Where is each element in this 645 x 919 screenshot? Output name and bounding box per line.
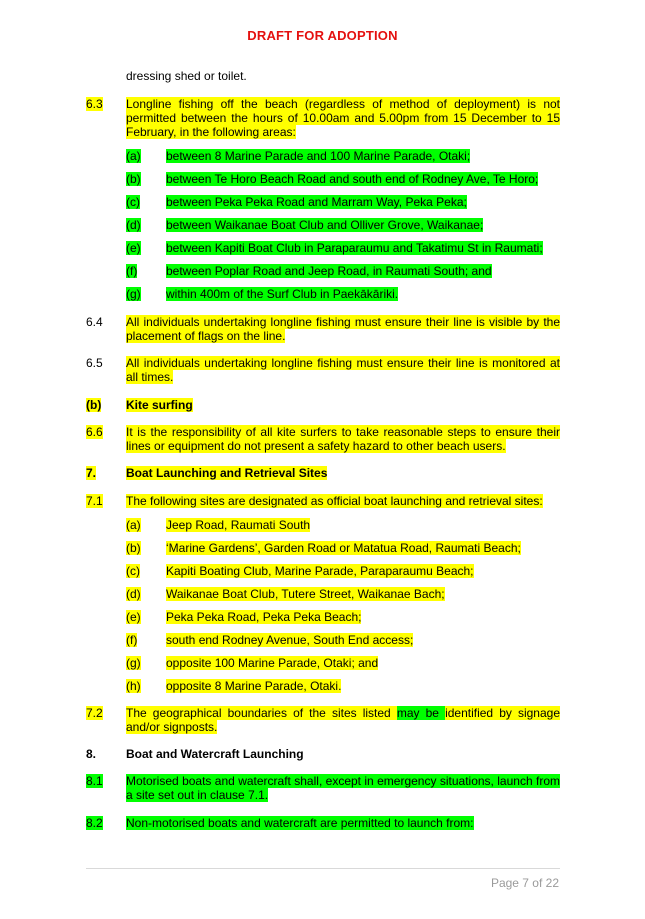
clause-text-part-2: may be bbox=[396, 706, 446, 720]
heading-title: Kite surfing bbox=[126, 398, 193, 412]
item-letter: (e) bbox=[126, 241, 141, 255]
clause-text: Non-motorised boats and watercraft are permitted to launch from: bbox=[126, 816, 474, 830]
clause-text: The following sites are designated as official boat launching and retrieval sites: bbox=[126, 494, 543, 508]
clause-text-part-3: identified by signage and/or signposts. bbox=[126, 706, 561, 734]
clause-text-part-1: The geographical boundaries of the sites listed bbox=[126, 706, 397, 720]
item-text: between Kapiti Boat Club in Paraparaumu and Takatimu St in Raumati; bbox=[166, 241, 543, 255]
heading-number: 7. bbox=[86, 466, 97, 480]
item-text: opposite 100 Marine Parade, Otaki; and bbox=[166, 656, 379, 670]
clause-number: 7.2 bbox=[86, 706, 103, 720]
item-text: south end Rodney Avenue, South End access; bbox=[166, 633, 414, 647]
item-letter: (b) bbox=[126, 172, 141, 186]
clause-number: 6.5 bbox=[86, 356, 103, 370]
item-letter: (a) bbox=[126, 149, 141, 163]
heading-title: Boat and Watercraft Launching bbox=[126, 747, 304, 761]
clause-number: 8.2 bbox=[86, 816, 103, 830]
draft-header: DRAFT FOR ADOPTION bbox=[247, 28, 398, 43]
item-text: Peka Peka Road, Peka Peka Beach; bbox=[166, 610, 362, 624]
item-text: opposite 8 Marine Parade, Otaki. bbox=[166, 679, 342, 693]
item-letter: (g) bbox=[126, 656, 141, 670]
item-text: between Poplar Road and Jeep Road, in Raumati South; and bbox=[166, 264, 492, 278]
item-letter: (d) bbox=[126, 587, 141, 601]
clause-text: It is the responsibility of all kite surfers to take reasonable steps to ensure their lines or equipment do not present a safety hazard to other beach users. bbox=[126, 425, 560, 453]
item-text: between Waikanae Boat Club and Olliver Grove, Waikanae; bbox=[166, 218, 484, 232]
item-text: between 8 Marine Parade and 100 Marine Parade, Otaki; bbox=[166, 149, 471, 163]
item-letter: (f) bbox=[126, 264, 138, 278]
clause-text: Motorised boats and watercraft shall, except in emergency situations, launch from a site set out in clause 7.1. bbox=[126, 774, 560, 802]
item-letter: (a) bbox=[126, 518, 141, 532]
item-text: Jeep Road, Raumati South bbox=[166, 518, 311, 532]
item-text: between Te Horo Beach Road and south end of Rodney Ave, Te Horo; bbox=[166, 172, 539, 186]
item-letter: (c) bbox=[126, 564, 140, 578]
clause-number: 8.1 bbox=[86, 774, 103, 788]
heading-number: 8. bbox=[86, 747, 97, 761]
clause-text: All individuals undertaking longline fishing must ensure their line is visible by the placement of flags on the line. bbox=[126, 315, 560, 343]
item-letter: (d) bbox=[126, 218, 141, 232]
clause-number: 6.3 bbox=[86, 97, 103, 111]
clause-number: 7.1 bbox=[86, 494, 103, 508]
footer-divider bbox=[86, 868, 560, 869]
item-text: Waikanae Boat Club, Tutere Street, Waikanae Bach; bbox=[166, 587, 445, 601]
lead-line: dressing shed or toilet. bbox=[126, 69, 247, 83]
heading-number: (b) bbox=[86, 398, 102, 412]
clause-number: 6.6 bbox=[86, 425, 103, 439]
item-text: within 400m of the Surf Club in Paekākāriki. bbox=[166, 287, 399, 301]
clause-text: Longline fishing off the beach (regardless of method of deployment) is not permitted between the hours of 10.00am and 5.00pm from 15 December to 15 February, in the following areas: bbox=[126, 97, 560, 139]
item-letter: (c) bbox=[126, 195, 140, 209]
item-letter: (g) bbox=[126, 287, 141, 301]
item-text: between Peka Peka Road and Marram Way, Peka Peka; bbox=[166, 195, 467, 209]
clause-text: All individuals undertaking longline fishing must ensure their line is monitored at all times. bbox=[126, 356, 560, 384]
clause-number: 6.4 bbox=[86, 315, 103, 329]
item-letter: (f) bbox=[126, 633, 138, 647]
item-letter: (e) bbox=[126, 610, 141, 624]
item-letter: (h) bbox=[126, 679, 141, 693]
item-text: Kapiti Boating Club, Marine Parade, Paraparaumu Beach; bbox=[166, 564, 474, 578]
heading-title: Boat Launching and Retrieval Sites bbox=[126, 466, 328, 480]
page-number: Page 7 of 22 bbox=[490, 876, 559, 890]
item-letter: (b) bbox=[126, 541, 141, 555]
item-text: ‘Marine Gardens’, Garden Road or Matatua Road, Raumati Beach; bbox=[166, 541, 521, 555]
